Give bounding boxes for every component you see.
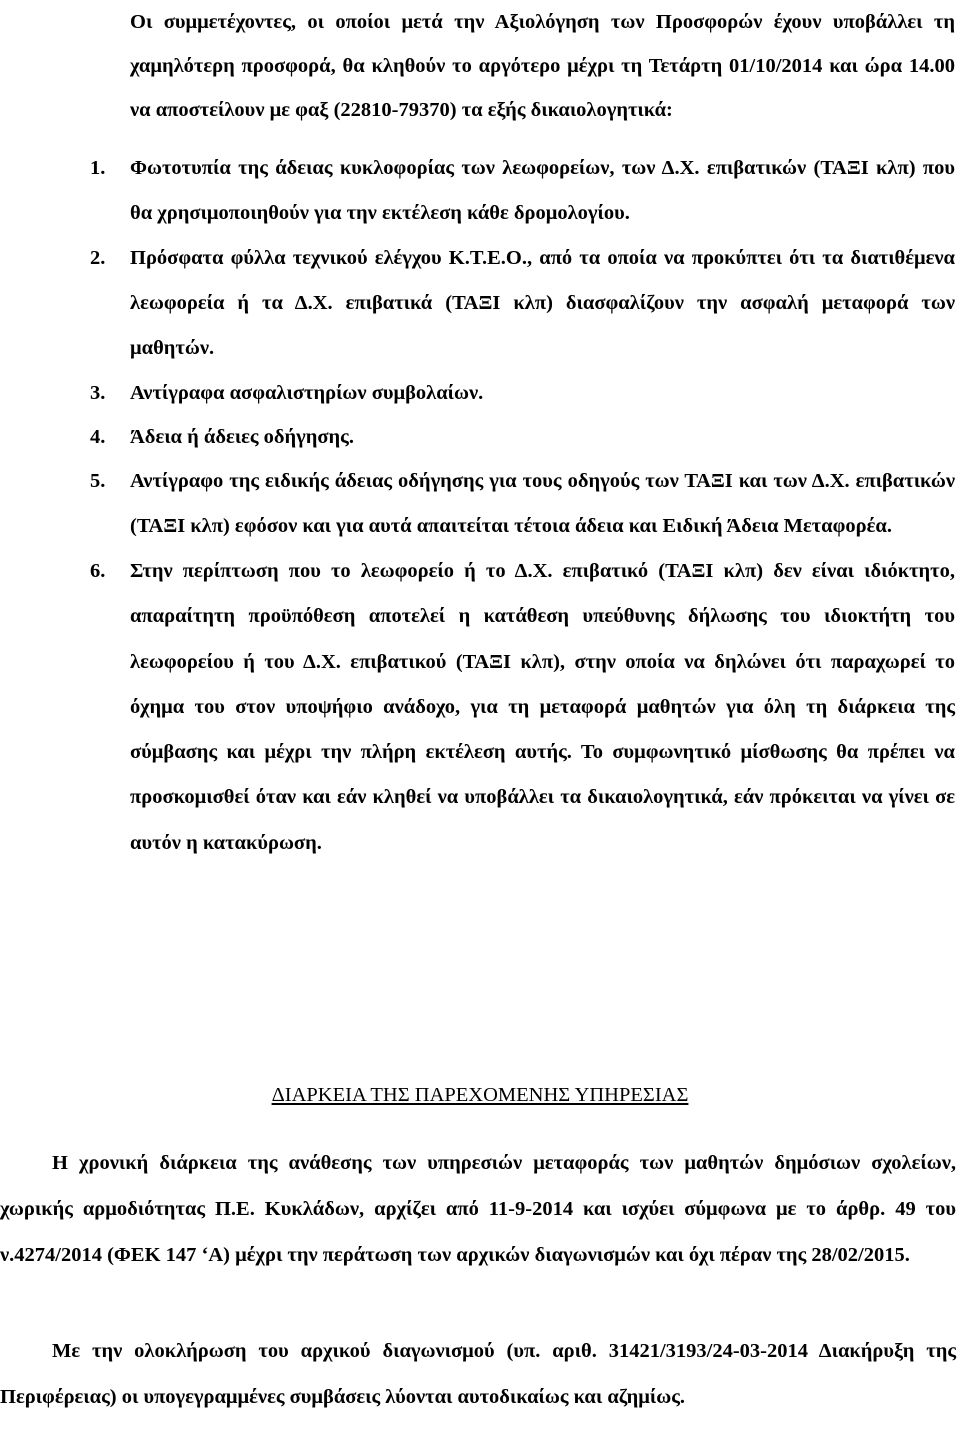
list-item (90, 459, 955, 549)
completion-paragraph: Με την ολοκλήρωση του αρχικού διαγωνισμού (υπ. αριθ. 31421/3193/24-03-2014 Διακήρυξη της Περιφέρειας) οι υπογεγραμμένες συμβάσεις λύονται αυτοδικαίως και αζημίως. (0, 1340, 956, 1408)
list-item-number: 5. (90, 470, 106, 492)
list-item (90, 415, 955, 459)
list-item-number: 6. (90, 560, 106, 582)
list-item (90, 146, 955, 236)
list-item-number: 2. (90, 247, 106, 269)
list-item (90, 371, 955, 415)
duration-paragraph: Η χρονική διάρκεια της ανάθεσης των υπηρεσιών μεταφοράς των μαθητών δημόσιων σχολείων, χωρικής αρμοδιότητας Π.Ε. Κυκλάδων, αρχίζει από 11-9-2014 και ισχύει σύμφωνα με το άρθρ. 49 του ν.4274/2014 (ΦΕΚ 147 ‘Α) μέχρι την περάτωση των αρχικών διαγωνισμών και όχι πέραν της 28/02/2015. (0, 1152, 956, 1266)
list-item-number: 3. (90, 382, 106, 404)
required-documents-list (90, 146, 955, 866)
section-heading: ΔΙΑΡΚΕΙΑ ΤΗΣ ΠΑΡΕΧΟΜΕΝΗΣ ΥΠΗΡΕΣΙΑΣ (271, 1084, 689, 1106)
list-item-text: Άδεια ή άδειες οδήγησης. (130, 426, 354, 448)
list-item-text: Στην περίπτωση που το λεωφορείο ή το Δ.Χ. επιβατικό (ΤΑΞΙ κλπ) δεν είναι ιδιόκτητο, απαραίτητη προϋπόθεση αποτελεί η κατάθεση υπεύθυνης δήλωσης του ιδιοκτήτη του λεωφορείου ή του Δ.Χ. επιβατικού (ΤΑΞΙ κλπ), στην οποία να δηλώνει ότι παραχωρεί το όχημα του στον υποψήφιο ανάδοχο, για τη μεταφορά μαθητών για όλη τη διάρκεια της σύμβασης και μέχρι την πλήρη εκτέλεση αυτής. Το συμφωνητικό μίσθωσης θα πρέπει να προσκομισθεί όταν και εάν κληθεί να υποβάλλει τα δικαιολογητικά, εάν πρόκειται να γίνει σε αυτόν η κατακύρωση. (130, 560, 955, 854)
list-item-text: Αντίγραφο της ειδικής άδειας οδήγησης για τους οδηγούς των ΤΑΞΙ και των Δ.Χ. επιβατικών (ΤΑΞΙ κλπ) εφόσον και για αυτά απαιτείται τέτοια άδεια και Ειδική Άδεια Μεταφορέα. (130, 470, 955, 537)
list-item-number: 1. (90, 157, 106, 179)
list-item (90, 549, 955, 866)
list-item-text: Αντίγραφα ασφαλιστηρίων συμβολαίων. (130, 382, 484, 404)
intro-paragraph: Οι συμμετέχοντες, οι οποίοι μετά την Αξιολόγηση των Προσφορών έχουν υποβάλλει τη χαμηλότερη προσφορά, θα κληθούν το αργότερο μέχρι τη Τετάρτη 01/10/2014 και ώρα 14.00 να αποστείλουν με φαξ (22810-79370) τα εξής δικαιολογητικά: (130, 11, 955, 121)
list-item-text: Φωτοτυπία της άδειας κυκλοφορίας των λεωφορείων, των Δ.Χ. επιβατικών (ΤΑΞΙ κλπ) που θα χρησιμοποιηθούν για την εκτέλεση κάθε δρομολογίου. (130, 157, 955, 224)
list-item (90, 236, 955, 371)
list-item-number: 4. (90, 426, 106, 448)
list-item-text: Πρόσφατα φύλλα τεχνικού ελέγχου Κ.Τ.Ε.Ο., από τα οποία να προκύπτει ότι τα διατιθέμενα λεωφορεία ή τα Δ.Χ. επιβατικά (ΤΑΞΙ κλπ) διασφαλίζουν την ασφαλή μεταφορά των μαθητών. (130, 247, 955, 359)
